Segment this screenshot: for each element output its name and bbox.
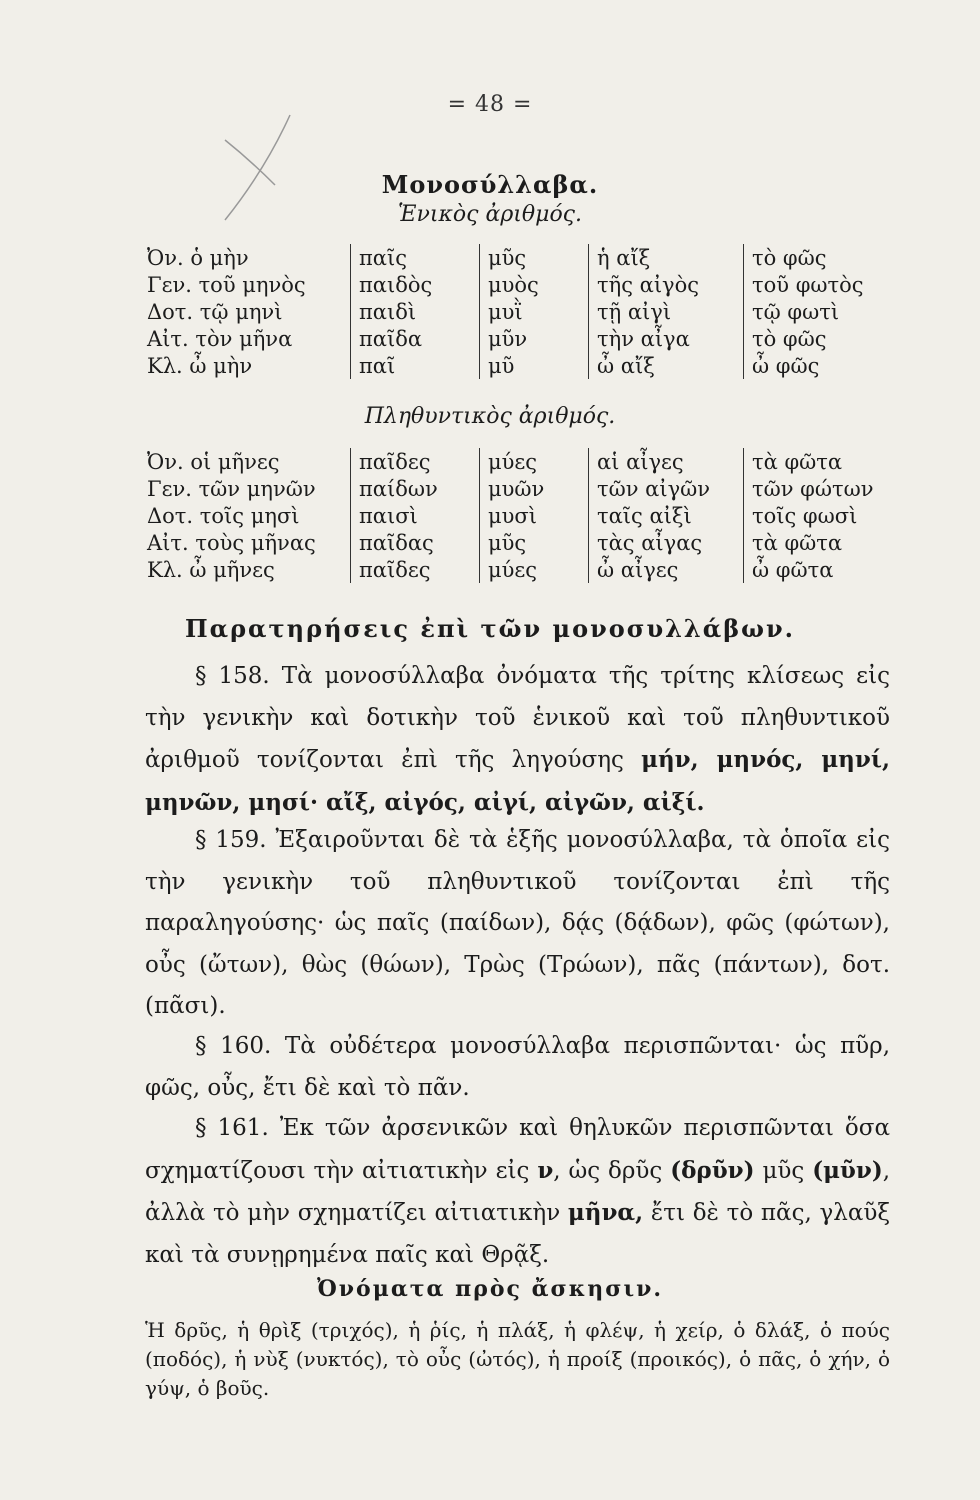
table-cell: τὴν αἶγα	[589, 325, 744, 352]
table-row	[145, 502, 882, 529]
table-cell: τὸ φῶς	[744, 244, 881, 271]
table-cell: παίδων	[351, 475, 480, 502]
paragraph-bold-text: μήν, μηνός, μηνί, μηνῶν, μησί· αἴξ, αἰγός, αἰγί, αἰγῶν, αἰξί.	[145, 746, 891, 816]
paragraph-bold-text: (μῦν)	[812, 1156, 883, 1184]
paragraph-bold-text: (δρῦν)	[670, 1156, 755, 1184]
paragraph-text: , ἀλλὰ τὸ μὴν σχηματίζει αἰτιατικὴν	[145, 1157, 891, 1226]
table-cell: μῦς	[480, 529, 589, 556]
case-cell: Ὀν. ὁ μὴν	[147, 245, 249, 270]
table-cell: τὰ φῶτα	[744, 448, 882, 475]
paragraph-158	[145, 656, 890, 824]
table-cell: ὦ φῶτα	[744, 556, 882, 583]
table-cell: αἱ αἶγες	[589, 448, 744, 475]
table-cell: τῆς αἰγὸς	[589, 271, 744, 298]
table-cell: παῖδες	[351, 556, 480, 583]
paragraph-bold-text: ν	[537, 1156, 554, 1184]
table-cell: τῶν φώτων	[744, 475, 882, 502]
table-cell: τὰς αἶγας	[589, 529, 744, 556]
table-cell: ὦ αἴξ	[589, 352, 744, 379]
singular-table	[145, 244, 880, 379]
table-cell: παῖς	[351, 244, 480, 271]
table-cell: ταῖς αἰξὶ	[589, 502, 744, 529]
table-cell: παῖ	[351, 352, 480, 379]
page-number: = 48 =	[447, 92, 533, 117]
table-row	[145, 448, 882, 475]
case-cell: Κλ. ὦ μὴν	[147, 353, 253, 378]
table-cell: παῖδα	[351, 325, 480, 352]
table-cell: μυσὶ	[480, 502, 589, 529]
table-cell: τοῦ φωτὸς	[744, 271, 881, 298]
table-cell: παισὶ	[351, 502, 480, 529]
table-cell: τὸ φῶς	[744, 325, 881, 352]
table-cell: τὰ φῶτα	[744, 529, 882, 556]
section-number: § 158.	[195, 663, 270, 689]
section-number: § 160.	[195, 1033, 272, 1059]
paragraph-text: Τὰ μονοσύλλαβα ὀνόματα τῆς τρίτης κλίσεως εἰς τὴν γενικὴν καὶ δοτικὴν τοῦ ἑνικοῦ καὶ τοῦ πληθυντικοῦ ἀριθμοῦ τονίζονται ἐπὶ τῆς ληγούσης	[145, 663, 890, 773]
heading-exercise: Ὀνόματα πρὸς ἄσκησιν.	[316, 1276, 664, 1302]
table-cell: ἡ αἴξ	[589, 244, 744, 271]
table-row	[145, 325, 880, 352]
paragraph-text: Ἐκ τῶν ἀρσενικῶν καὶ θηλυκῶν περισπῶνται ὅσα σχηματίζουσι τὴν αἰτιατικὴν εἰς	[145, 1115, 890, 1184]
paragraph-161	[145, 1108, 890, 1276]
case-cell: Ὀν. οἱ μῆνες	[147, 449, 280, 474]
paragraph-text: Τὰ οὐδέτερα μονοσύλλαβα περισπῶνται· ὡς πῦρ, φῶς, οὖς, ἔτι δὲ καὶ τὸ πᾶν.	[145, 1033, 891, 1101]
table-cell: ὦ φῶς	[744, 352, 881, 379]
table-row	[145, 244, 880, 271]
paragraph-text: μῦς	[762, 1157, 805, 1184]
case-cell: Αἰτ. τὸν μῆνα	[147, 326, 293, 351]
heading-observations: Παρατηρήσεις ἐπὶ τῶν μονοσυλλάβων.	[184, 614, 796, 643]
subheading-plural: Πληθυντικὸς ἀριθμός.	[364, 404, 616, 429]
case-cell: Δοτ. τῷ μηνὶ	[147, 299, 283, 324]
table-row	[145, 352, 880, 379]
table-row	[145, 298, 880, 325]
table-cell: μῦν	[480, 325, 589, 352]
table-cell: μῦ	[480, 352, 589, 379]
table-cell: τῇ αἰγὶ	[589, 298, 744, 325]
table-cell: τῶν αἰγῶν	[589, 475, 744, 502]
case-cell: Αἰτ. τοὺς μῆνας	[147, 530, 316, 555]
case-cell: Δοτ. τοῖς μησὶ	[147, 503, 300, 528]
table-cell: παῖδας	[351, 529, 480, 556]
case-cell: Κλ. ὦ μῆνες	[147, 557, 275, 582]
table-cell: μῦς	[480, 244, 589, 271]
paragraph-bold-text: μῆνα,	[567, 1199, 644, 1226]
subheading-singular: Ἑνικὸς ἀριθμός.	[397, 202, 582, 227]
table-cell: παῖδες	[351, 448, 480, 475]
exercise-text: Ἡ δρῦς, ἡ θρὶξ (τριχός), ἡ ῥίς, ἡ πλάξ, ἡ φλέψ, ἡ χείρ, ὁ δλάξ, ὁ πούς (ποδός), ἡ νὺξ (νυκτός), τὸ οὖς (ὠτός), ἡ προίξ (προικός), ὁ πᾶς, ὁ χήν, ὁ γύψ, ὁ βοῦς.	[145, 1318, 890, 1400]
table-cell: παιδὶ	[351, 298, 480, 325]
table-cell: παιδὸς	[351, 271, 480, 298]
section-number: § 161.	[195, 1115, 269, 1141]
table-cell: μύες	[480, 448, 589, 475]
section-number: § 159.	[195, 827, 267, 853]
plural-table	[145, 448, 882, 583]
table-row	[145, 271, 880, 298]
paragraph-159	[145, 820, 890, 1028]
table-cell: μυὸς	[480, 271, 589, 298]
paragraph-text: ἔτι δὲ τὸ πᾶς, γλαῦξ καὶ τὰ συνῃρημένα παῖς καὶ Θρᾷξ.	[145, 1200, 890, 1268]
table-cell: τοῖς φωσὶ	[744, 502, 882, 529]
table-cell: ὦ αἶγες	[589, 556, 744, 583]
table-row	[145, 529, 882, 556]
table-row	[145, 475, 882, 502]
heading-monosyllables: Μονοσύλλαβα.	[381, 170, 599, 199]
table-cell: μύες	[480, 556, 589, 583]
table-cell: μυῶν	[480, 475, 589, 502]
table-cell: μυῒ	[480, 298, 589, 325]
paragraph-160	[145, 1026, 890, 1109]
paragraph-text: , ὡς δρῦς	[553, 1157, 663, 1184]
paragraph-text: Ἐξαιροῦνται δὲ τὰ ἑξῆς μονοσύλλαβα, τὰ ὁποῖα εἰς τὴν γενικὴν τοῦ πληθυντικοῦ τονίζονται ἐπὶ τῆς παραληγούσης· ὡς παῖς (παίδων), δᾴς (δᾴδων), φῶς (φώτων), οὖς (ὤτων), θὼς (θώων), Τρὼς (Τρώων), πᾶς (πάντων), δοτ. (πᾶσι).	[145, 827, 890, 1019]
table-cell: τῷ φωτὶ	[744, 298, 881, 325]
table-row	[145, 556, 882, 583]
case-cell: Γεν. τοῦ μηνὸς	[147, 272, 306, 297]
case-cell: Γεν. τῶν μηνῶν	[147, 476, 316, 501]
